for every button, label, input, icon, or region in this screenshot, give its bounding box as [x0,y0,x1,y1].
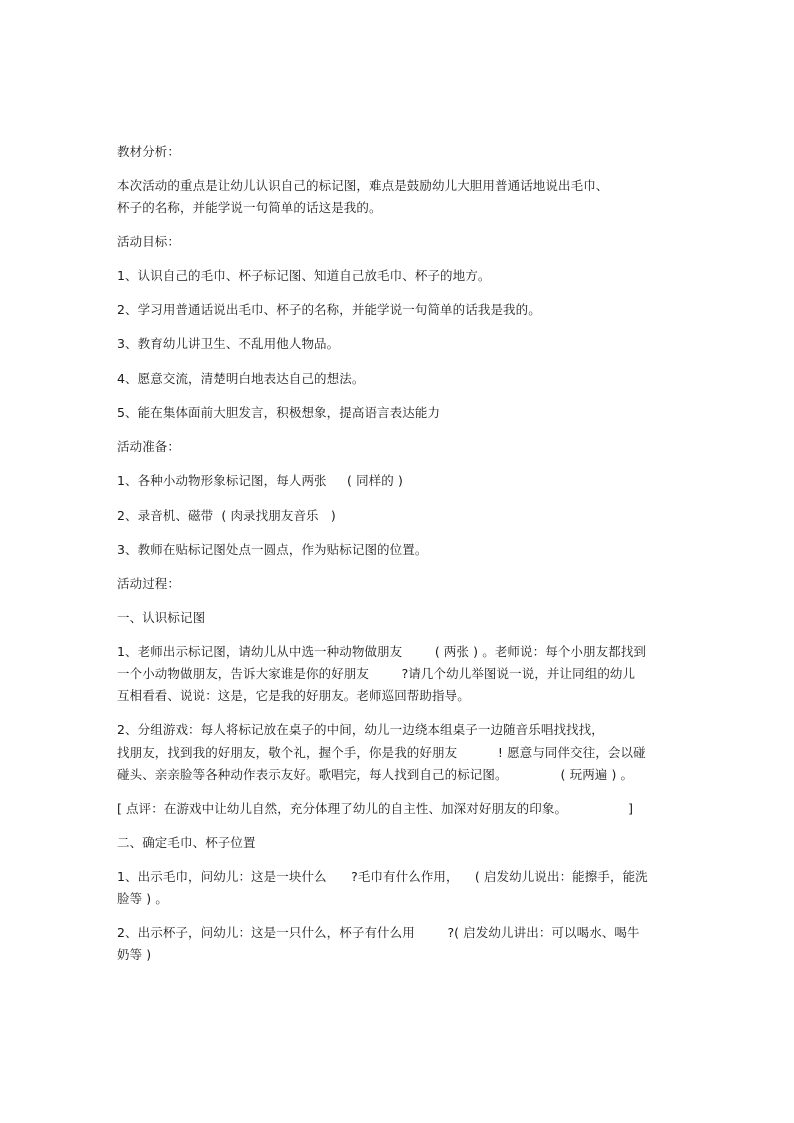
goal-item-4: 4、愿意交流，清楚明白地表达自己的想法。 [117,371,365,386]
process-1-line-3: 互相看看、说说：这是，它是我的好朋友。老师巡回帮助指导。 [117,688,470,703]
subsection-heading-2: 二、确定毛巾、杯子位置 [117,835,256,850]
process-2-line-2: 找朋友，找到我的好朋友，敬个礼，握个手，你是我的好朋友 ! 愿意与同伴交往，会以碰 [117,745,646,760]
towel-item-line-1: 1、出示毛巾，问幼儿：这是一块什么 ?毛巾有什么作用， ( 启发幼儿说出：能擦手，能洗 [117,869,648,884]
section-heading-goals: 活动目标： [117,234,181,249]
goal-item-1: 1、认识自己的毛巾、杯子标记图、知道自己放毛巾、杯子的地方。 [117,268,491,283]
process-2-line-3: 碰头、亲亲脸等各种动作表示友好。歌唱完，每人找到自己的标记图。 ( 玩两遍 ) 。 [117,767,634,782]
cup-item-line-2: 奶等 ) [117,947,152,962]
towel-item-line-2: 脸等 ) 。 [117,891,168,906]
section-heading-analysis: 教材分析： [117,144,181,159]
commentary-line: [ 点评：在游戏中让幼儿自然，充分体理了幼儿的自主性、加深对好朋友的印象。 ] [117,801,634,816]
subsection-heading-1: 一、认识标记图 [117,610,206,625]
goal-item-3: 3、教育幼儿讲卫生、不乱用他人物品。 [117,336,340,351]
process-1-line-1: 1、老师出示标记图，请幼儿从中选一种动物做朋友 ( 两张 ) 。老师说：每个小朋友都找到 [117,644,647,659]
process-1-line-2: 一个小动物做朋友，告诉大家谁是你的好朋友 ?请几个幼儿举图说一说，并让同组的幼儿 [117,666,636,681]
preparation-item-1: 1、各种小动物形象标记图，每人两张 ( 同样的 ) [117,473,403,488]
preparation-item-3: 3、教师在贴标记图处点一圆点，作为贴标记图的位置。 [117,542,428,557]
cup-item-line-1: 2、出示杯子，问幼儿：这是一只什么，杯子有什么用 ?( 启发幼儿讲出：可以喝水、喝牛 [117,925,640,940]
section-heading-process: 活动过程： [117,576,181,591]
preparation-item-2: 2、录音机、磁带 ( 肉录找朋友音乐 ) [117,508,336,523]
section-heading-preparation: 活动准备： [117,439,181,454]
process-2-line-1: 2、分组游戏：每人将标记放在桌子的中间，幼儿一边绕本组桌子一边随音乐唱找找找， [117,722,604,737]
analysis-line-2: 杯子的名称，并能学说一句简单的话这是我的。 [117,200,382,215]
goal-item-2: 2、学习用普通话说出毛巾、杯子的名称，并能学说一句简单的话我是我的。 [117,302,541,317]
goal-item-5: 5、能在集体面前大胆发言，积极想象，提高语言表达能力 [117,405,441,420]
analysis-line-1: 本次活动的重点是让幼儿认识自己的标记图，难点是鼓励幼儿大胆用普通话地说出毛巾、 [117,178,609,193]
